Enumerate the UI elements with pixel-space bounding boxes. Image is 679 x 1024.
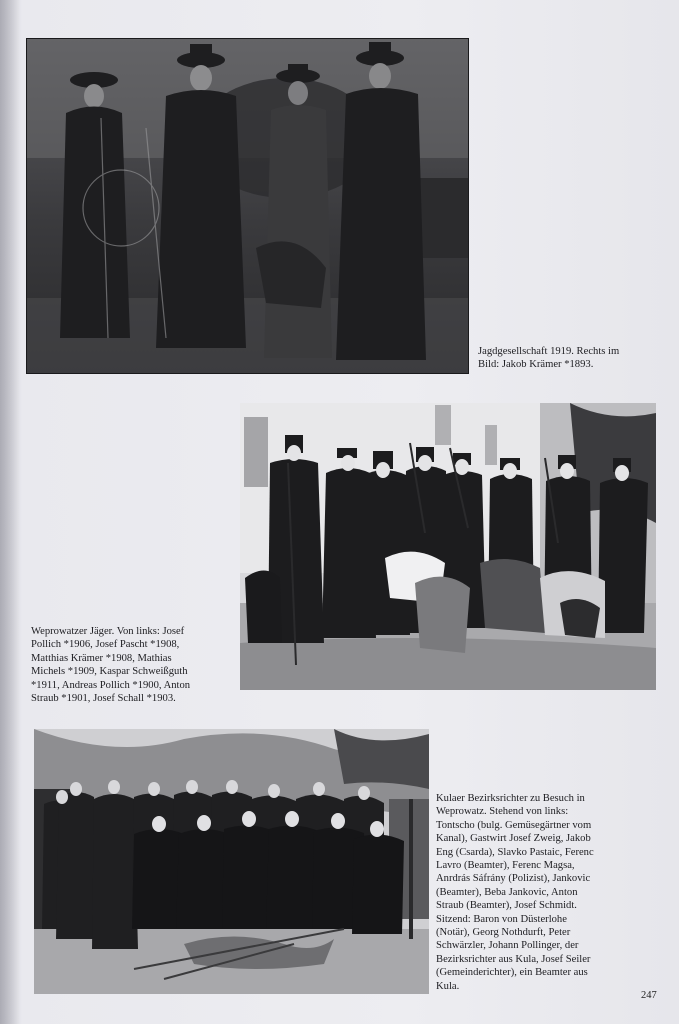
caption-line: Lavro (Beamter), Ferenc Magsa, xyxy=(436,860,575,872)
kula-district-judges-photo xyxy=(34,729,429,994)
caption-line: Kanal), Gastwirt Josef Zweig, Jakob xyxy=(436,833,591,845)
page-number: 247 xyxy=(641,990,657,1001)
weprowatz-hunters-photo xyxy=(240,403,656,690)
caption-line: (Gemeinderichter), ein Beamter aus xyxy=(436,967,588,979)
weprowatz-hunters-caption xyxy=(31,625,236,705)
caption-line: Bild: Jakob Krämer *1893. xyxy=(478,359,594,371)
caption-line: *1911, Andreas Pollich *1900, Anton xyxy=(31,679,191,691)
caption-line: Sitzend: Baron von Düsterlohe xyxy=(436,913,567,925)
caption-line: Straub (Beamter), Josef Schmidt. xyxy=(436,900,577,912)
caption-line: Schwärzler, Johann Pollinger, der xyxy=(436,940,579,952)
caption-line: Bezirksrichter aus Kula, Josef Seiler xyxy=(436,953,591,965)
caption-line: Michels *1909, Kaspar Schweißguth xyxy=(31,666,188,678)
kula-district-judges-caption xyxy=(436,792,632,993)
caption-line: Weprowatzer Jäger. Von links: Josef xyxy=(31,626,185,637)
caption-line: Tontscho (bulg. Gemüsegärtner vom xyxy=(436,819,592,831)
caption-line: Kulaer Bezirksrichter zu Besuch in xyxy=(436,793,585,804)
caption-line: Straub *1901, Josef Schall *1903. xyxy=(31,693,176,705)
caption-line: Pollich *1906, Josef Pascht *1908, xyxy=(31,639,180,651)
caption-line: Weprowatz. Stehend von links: xyxy=(436,806,569,818)
caption-line: Matthias Krämer *1908, Mathias xyxy=(31,652,172,664)
hunting-party-1919-photo xyxy=(26,38,469,374)
caption-line: (Notär), Georg Nothdurft, Peter xyxy=(436,927,571,939)
caption-line: Eng (Csarda), Slavko Pastaic, Ferenc xyxy=(436,846,594,858)
hunting-party-1919-caption xyxy=(478,345,668,372)
caption-line: (Beamter), Beba Jankovic, Anton xyxy=(436,886,578,898)
caption-line: Anrdrás Sáfrány (Polizist), Jankovic xyxy=(436,873,591,885)
book-gutter-shadow xyxy=(0,0,20,1024)
caption-line: Kula. xyxy=(436,980,460,992)
caption-line: Jagdgesellschaft 1919. Rechts im xyxy=(478,346,620,357)
